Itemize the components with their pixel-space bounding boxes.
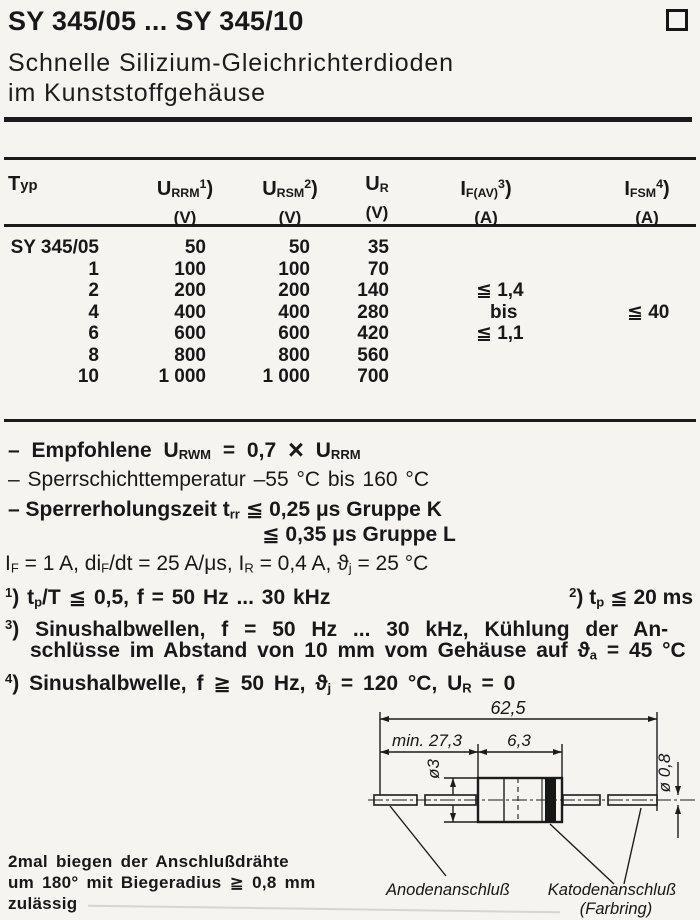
cell-ur: 70 bbox=[367, 258, 389, 280]
cell-typ: 10 bbox=[77, 366, 99, 387]
footnote-2: $^2$) tp ≦ 20 ms bbox=[569, 585, 693, 610]
diode-package bbox=[368, 778, 696, 822]
header-urrm-label: URRM$^1$) bbox=[156, 177, 214, 201]
cell-ursm: 400 bbox=[278, 301, 310, 323]
dim-body-length: 6,3 bbox=[507, 731, 531, 750]
package-outline-drawing bbox=[358, 692, 700, 920]
header-ur-label: UR bbox=[365, 173, 389, 196]
dim-body-diameter: ø3 bbox=[424, 759, 443, 779]
column-header-urrm bbox=[128, 172, 242, 229]
table-row bbox=[0, 323, 700, 345]
leader-cathode-band bbox=[550, 824, 614, 884]
cell-ursm: 50 bbox=[288, 237, 310, 258]
footnote-3-line-2: schlüsse im Abstand von 10 mm vom Gehäuse auf ϑa = 45 °C bbox=[30, 639, 686, 663]
cell-urrm: 100 bbox=[174, 258, 206, 280]
cell-ur: 420 bbox=[357, 323, 389, 344]
cell-ur: 140 bbox=[357, 280, 389, 301]
footnote-3-line-1: $^3$) Sinushalbwellen, f = 50 Hz ... 30 kHz, Kühlung der An- bbox=[5, 617, 669, 642]
leader-cathode-lead bbox=[624, 808, 641, 884]
header-ifsm-unit: (A) bbox=[635, 208, 659, 228]
footnote-4: $^4$) Sinushalbwelle, f ≧ 50 Hz, ϑj = 120 °C, UR = 0 bbox=[5, 671, 516, 696]
cell-ifav-max: ≦ 1,4 bbox=[476, 280, 524, 301]
header-ifsm-label: IFSM$^4$) bbox=[624, 177, 670, 201]
column-header-ursm bbox=[233, 172, 347, 229]
table-row bbox=[0, 345, 700, 367]
cell-urrm: 50 bbox=[184, 237, 206, 258]
leader-anode bbox=[390, 806, 446, 876]
cell-ur: 280 bbox=[357, 301, 389, 323]
cell-typ: 4 bbox=[88, 301, 99, 323]
title-divider bbox=[4, 117, 692, 122]
cell-urrm: 800 bbox=[174, 344, 206, 366]
bend-line-3: zulässig bbox=[8, 894, 78, 913]
header-ur-unit: (V) bbox=[365, 203, 389, 223]
column-header-typ bbox=[8, 172, 38, 199]
note-junction-temperature: – Sperrschichttemperatur –55 °C bis 160 °C bbox=[8, 468, 429, 491]
header-ursm-label: URSM$^2$) bbox=[262, 177, 318, 201]
table-row bbox=[0, 302, 700, 324]
cell-ursm: 100 bbox=[278, 258, 310, 280]
cell-ifav-bis: bis bbox=[490, 301, 518, 323]
dim-lead-diameter: ø 0,8 bbox=[655, 753, 674, 793]
cell-urrm: 400 bbox=[174, 301, 206, 323]
cell-urrm: 200 bbox=[174, 280, 206, 301]
header-typ-label: Typ bbox=[8, 173, 38, 195]
cell-ur: 700 bbox=[357, 366, 389, 387]
table-row bbox=[0, 366, 700, 388]
header-ifav-unit: (A) bbox=[474, 208, 498, 228]
note-recovery-time-group-l: ≦ 0,35 μs Gruppe L bbox=[262, 523, 456, 546]
label-anode: Anodenanschluß bbox=[386, 881, 510, 899]
cell-typ: 8 bbox=[88, 344, 99, 366]
table-row bbox=[0, 259, 700, 281]
column-header-ifsm bbox=[590, 172, 700, 229]
cell-typ: 2 bbox=[88, 280, 99, 301]
header-urrm-unit: (V) bbox=[173, 208, 197, 228]
bend-instruction bbox=[8, 851, 316, 914]
page-subtitle bbox=[8, 48, 454, 108]
bend-line-2: um 180° mit Biegeradius ≧ 0,8 mm bbox=[8, 873, 316, 892]
label-cathode-sub: (Farbring) bbox=[579, 900, 653, 918]
dim-total-length: 62,5 bbox=[490, 698, 526, 718]
header-ifav-label: IF(AV)$^3$) bbox=[460, 177, 512, 201]
table-top-rule bbox=[4, 157, 696, 160]
note-urwm: – Empfohlene URWM = 0,7 × URRM bbox=[8, 434, 361, 465]
cell-typ: 6 bbox=[88, 323, 99, 344]
table-bottom-rule bbox=[4, 419, 696, 422]
note-recovery-time: – Sperrerholungszeit trr ≦ 0,25 μs Gruppe K bbox=[8, 498, 442, 522]
cell-ur: 560 bbox=[357, 344, 389, 366]
cell-ifsm-max: ≦ 40 bbox=[627, 301, 670, 323]
cell-ursm: 600 bbox=[278, 323, 310, 344]
corner-square-icon bbox=[666, 9, 688, 31]
ratings-table bbox=[0, 237, 700, 388]
column-header-ifav bbox=[429, 172, 543, 229]
cell-urrm: 600 bbox=[174, 323, 206, 344]
cell-typ: 1 bbox=[88, 258, 99, 280]
header-ursm-unit: (V) bbox=[278, 208, 302, 228]
subtitle-line-1: Schnelle Silizium-Gleichrichterdioden bbox=[8, 49, 454, 77]
bend-line-1: 2mal biegen der Anschlußdrähte bbox=[8, 852, 289, 871]
label-cathode: Katodenanschluß bbox=[547, 881, 677, 899]
page-title: SY 345/05 ... SY 345/10 bbox=[8, 6, 304, 36]
cell-ursm: 200 bbox=[278, 280, 310, 301]
cell-typ: SY 345/05 bbox=[10, 237, 99, 258]
dim-lead-length: min. 27,3 bbox=[392, 731, 462, 750]
footnote-row-1-2 bbox=[5, 580, 693, 614]
cell-ifav-min: ≦ 1,1 bbox=[476, 323, 524, 344]
cell-urrm: 1 000 bbox=[158, 366, 206, 387]
cell-ursm: 800 bbox=[278, 344, 310, 366]
cell-ur: 35 bbox=[367, 237, 389, 258]
table-row bbox=[0, 280, 700, 302]
table-row bbox=[0, 237, 700, 259]
column-header-ur bbox=[350, 172, 404, 224]
subtitle-line-2: im Kunststoffgehäuse bbox=[8, 79, 266, 107]
footnote-1: $^1$) tp/T ≦ 0,5, f = 50 Hz ... 30 kHz bbox=[5, 585, 331, 610]
test-conditions: IF = 1 A, diF/dt = 25 A/μs, IR = 0,4 A, ϑj = 25 °C bbox=[5, 552, 429, 576]
cell-ursm: 1 000 bbox=[262, 366, 310, 387]
